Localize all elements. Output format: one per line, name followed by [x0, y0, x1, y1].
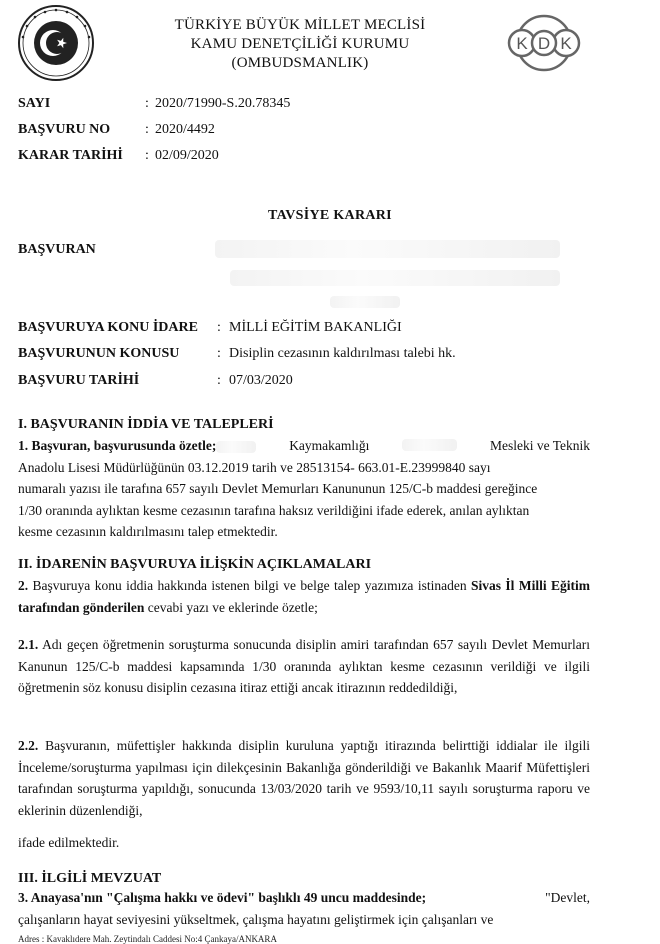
meta-value-basvuru-no: 2020/4492 — [155, 122, 215, 137]
p3-text-a: "Devlet, — [545, 890, 590, 905]
svg-text:K: K — [516, 34, 528, 53]
p1-line3: numaralı yazısı ile tarafına 657 sayılı Devlet Memurları Kanununun 125/C-b maddesi gereğince — [18, 481, 538, 496]
section-2-heading: II. İDARENİN BAŞVURUYA İLİŞKİN AÇIKLAMALARI — [18, 557, 372, 572]
document-title: TAVSİYE KARARI — [268, 208, 392, 223]
p1-kaymakamlik: Kaymakamlığı — [289, 438, 370, 453]
p2-bold-2: Sivas İl Milli — [471, 578, 547, 593]
applicant-label: BAŞVURAN — [18, 242, 96, 257]
detail-colon: : — [217, 373, 221, 388]
section-1-paragraph — [18, 435, 590, 543]
p21-text: Adı geçen öğretmenin soruşturma sonucunda disiplin amiri tarafından 657 sayılı Devlet Memurları Kanunun 125/C-b maddesi kapsamında 1/30 oranında aylıktan kesme cezasının verildiği ve ilgili öğretmenin söz konusu disiplin cezasına itiraz ettiği ancak itirazının reddedildiği, — [18, 637, 590, 695]
meta-colon: : — [145, 148, 149, 163]
p1-rest: Mesleki ve Teknik — [489, 438, 590, 453]
p21-number: 2.1. — [18, 637, 39, 652]
p2-text-b: cevabi yazı ve eklerinde özetle; — [147, 599, 318, 615]
svg-text:K: K — [560, 34, 572, 53]
detail-label-tarih: BAŞVURU TARİHİ — [18, 373, 140, 388]
p1-line4: 1/30 oranında aylıktan kesme cezasının tarafına haksız verildiğini ifade ederek, anılan aylıktan — [18, 502, 530, 518]
detail-value-tarih: 07/03/2020 — [229, 373, 293, 388]
meta-colon: : — [145, 122, 149, 137]
redacted-applicant-address — [230, 270, 560, 286]
kdk-logo — [505, 8, 583, 78]
p2-text-a: Başvuruya konu iddia hakkında istenen bilgi ve belge talep yazımıza istinaden — [32, 578, 467, 593]
p1-lead: 1. Başvuran, başvurusunda özetle; — [18, 438, 217, 453]
section-1-heading: I. BAŞVURANIN İDDİA VE TALEPLERİ — [18, 417, 274, 432]
section-2-paragraph — [18, 575, 590, 618]
detail-colon: : — [217, 346, 221, 361]
p1-line2: Anadolu Lisesi Müdürlüğünün 03.12.2019 tarih ve 28513154- 663.01-E.23999840 sayı — [18, 459, 491, 475]
header-line-2: KAMU DENETÇİLİĞİ KURUMU — [190, 36, 410, 52]
p2-number: 2. — [18, 578, 29, 593]
tbmm-seal-logo — [17, 4, 95, 82]
redacted-applicant-city — [330, 296, 400, 308]
redacted-applicant-name — [215, 240, 560, 258]
detail-value-konu: Disiplin cezasının kaldırılması talebi hk. — [229, 346, 456, 361]
header-line-3: (OMBUDSMANLIK) — [231, 55, 369, 71]
paragraph-2-1 — [18, 634, 590, 699]
p2-bold-3: Eğitim tarafından gönderilen — [18, 578, 591, 615]
redacted-district — [216, 441, 256, 453]
redacted-school — [402, 439, 457, 451]
meta-value-karar-tarihi: 02/09/2020 — [155, 148, 219, 163]
detail-label-konu: BAŞVURUNUN KONUSU — [18, 346, 180, 361]
p3-line2: çalışanların hayat seviyesini yükseltmek, çalışma hayatını geliştirmek için çalışanları ve — [18, 911, 494, 927]
detail-colon: : — [217, 320, 221, 335]
detail-label-idare: BAŞVURUYA KONU İDARE — [18, 320, 198, 335]
footer-address: Adres : Kavaklıdere Mah. Zeytindalı Caddesi No:4 Çankaya/ANKARA — [18, 934, 277, 944]
p22-text: Başvuranın, müfettişler hakkında disiplin kuruluna yaptığı itirazında belirttiği iddialar ile ilgili İnceleme/soruşturma yapılması için dilekçesinin Bakanlığa gönderildiği ve Bakanlık Maarif Müfettişleri tarafından soruşturma yapıldığı, sonucunda 13/03/2020 tarih ve 9593/10,11 sayılı soruşturma raporu ve eklerinin düzenlendiği, — [18, 738, 591, 818]
section-3-heading: III. İLGİLİ MEVZUAT — [18, 871, 162, 886]
section-2-closing: ifade edilmektedir. — [18, 835, 120, 850]
meta-label-sayi: SAYI — [18, 96, 51, 111]
p3-lead: 3. Anayasa'nın "Çalışma hakkı ve ödevi" başlıklı 49 uncu maddesinde; — [18, 890, 427, 905]
meta-value-sayi: 2020/71990-S.20.78345 — [155, 96, 291, 111]
paragraph-2-2 — [18, 735, 590, 821]
p1-line5: kesme cezasının kaldırılmasını talep etmektedir. — [18, 524, 278, 539]
svg-text:D: D — [537, 34, 551, 53]
p22-number: 2.2. — [18, 738, 39, 753]
meta-label-basvuru-no: BAŞVURU NO — [18, 122, 111, 137]
detail-value-idare: MİLLİ EĞİTİM BAKANLIĞI — [229, 320, 402, 335]
institution-header — [100, 16, 500, 73]
header-line-1: TÜRKİYE BÜYÜK MİLLET MECLİSİ — [174, 17, 426, 33]
section-3-paragraph — [18, 887, 590, 930]
meta-label-karar-tarihi: KARAR TARİHİ — [18, 148, 123, 163]
meta-colon: : — [145, 96, 149, 111]
